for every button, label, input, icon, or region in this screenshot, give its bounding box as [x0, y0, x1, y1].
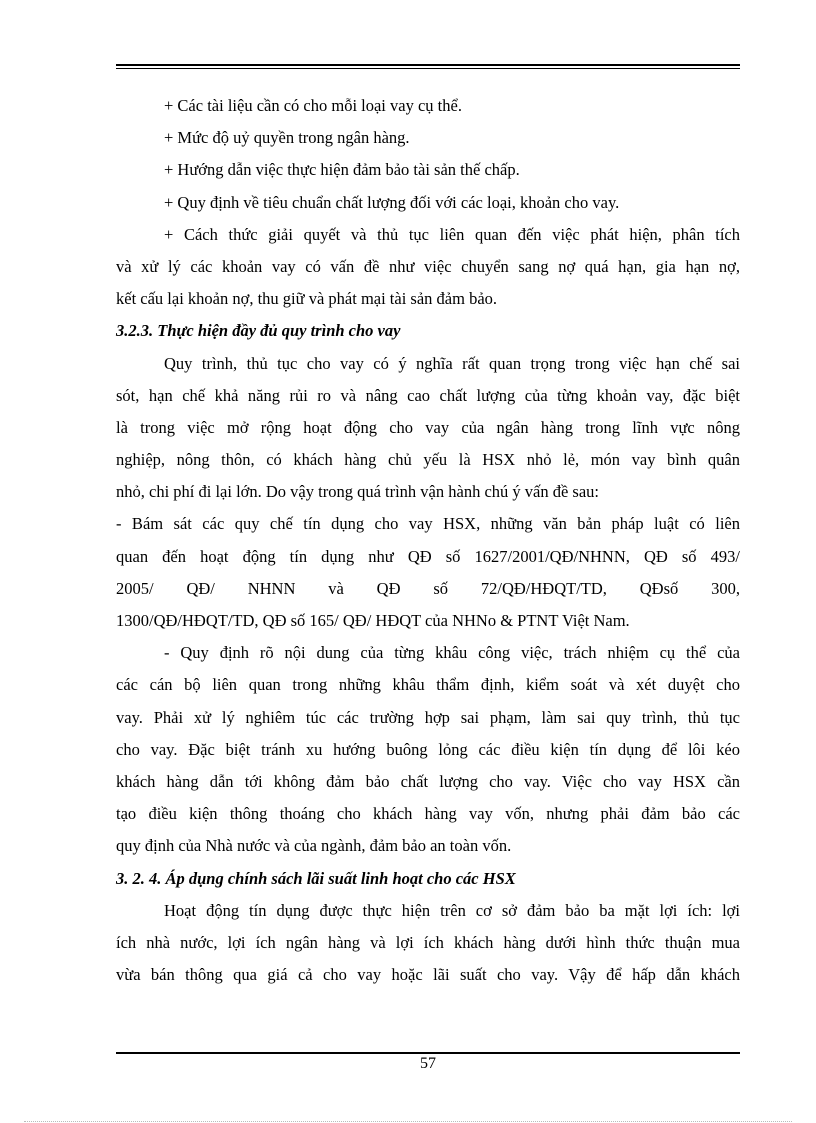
paragraph-line: các cán bộ liên quan trong những khâu thẩm định, kiểm soát và xét duyệt cho: [116, 675, 740, 695]
paragraph-line: 2005/ QĐ/ NHNN và QĐ số 72/QĐ/HĐQT/TD, QĐsố 300,: [116, 578, 740, 598]
paragraph-line: sót, hạn chế khả năng rủi ro và nâng cao chất lượng của từng khoản vay, đặc biệt: [116, 385, 740, 405]
paragraph-line: kết cấu lại khoản nợ, thu giữ và phát mại tài sản đảm bảo.: [116, 289, 498, 309]
paragraph-line: - Quy định rõ nội dung của từng khâu công việc, trách nhiệm cụ thể của: [164, 643, 740, 663]
paragraph-line: nghiệp, nông thôn, có khách hàng chủ yếu là HSX nhỏ lẻ, món vay bình quân: [116, 450, 740, 470]
paragraph-line: tạo điều kiện thông thoáng cho khách hàng vay vốn, nhưng phải đảm bảo các: [116, 804, 740, 824]
paragraph-line: ích nhà nước, lợi ích ngân hàng và lợi ích khách hàng dưới hình thức thuận mua: [116, 932, 740, 952]
paragraph-line: là trong việc mở rộng hoạt động cho vay của ngân hàng trong lĩnh vực nông: [116, 417, 740, 437]
paragraph-line: cho vay. Đặc biệt tránh xu hướng buông lỏng các điều kiện tín dụng để lôi kéo: [116, 739, 740, 759]
paragraph-line: và xử lý các khoản vay có vấn đề như việc chuyển sang nợ quá hạn, gia hạn nợ,: [116, 256, 740, 276]
paragraph-line: Quy trình, thủ tục cho vay có ý nghĩa rất quan trọng trong việc hạn chế sai: [164, 353, 740, 373]
paragraph-line: - Bám sát các quy chế tín dụng cho vay HSX, những văn bản pháp luật có liên: [116, 514, 740, 534]
paragraph-line: khách hàng dẫn tới không đảm bảo chất lượng cho vay. Việc cho vay HSX cần: [116, 771, 740, 791]
paragraph-line: + Cách thức giải quyết và thủ tục liên quan đến việc phát hiện, phân tích: [164, 224, 740, 244]
bullet-line: + Quy định về tiêu chuẩn chất lượng đối với các loại, khoản cho vay.: [164, 192, 620, 212]
section-heading: 3.2.3. Thực hiện đầy đủ quy trình cho vay: [116, 321, 401, 341]
header-rule-thin: [116, 68, 740, 69]
bullet-line: + Mức độ uỷ quyền trong ngân hàng.: [164, 128, 410, 148]
page-number: 57: [420, 1055, 436, 1072]
paragraph-line: 1300/QĐ/HĐQT/TD, QĐ số 165/ QĐ/ HĐQT của NHNo & PTNT Việt Nam.: [116, 611, 630, 630]
paragraph-line: quy định của Nhà nước và của ngành, đảm bảo an toàn vốn.: [116, 836, 512, 856]
header-rule: [116, 64, 740, 66]
document-body: [116, 90, 740, 991]
paragraph-line: Hoạt động tín dụng được thực hiện trên cơ sở đảm bảo ba mặt lợi ích: lợi: [164, 900, 740, 920]
section-heading: 3. 2. 4. Áp dụng chính sách lãi suất linh hoạt cho các HSX: [116, 868, 516, 888]
paragraph-line: nhỏ, chi phí đi lại lớn. Do vậy trong quá trình vận hành chú ý vấn đề sau:: [116, 482, 600, 502]
bullet-line: + Hướng dẫn việc thực hiện đảm bảo tài sản thế chấp.: [164, 160, 520, 180]
paragraph-line: quan đến hoạt động tín dụng như QĐ số 1627/2001/QĐ/NHNN, QĐ số 493/: [116, 546, 740, 566]
bullet-line: + Các tài liệu cần có cho mỗi loại vay cụ thể.: [164, 96, 462, 115]
paragraph-line: vừa bán thông qua giá cả cho vay hoặc lãi suất cho vay. Vậy để hấp dẫn khách: [116, 965, 740, 985]
paragraph-line: vay. Phải xử lý nghiêm túc các trường hợp sai phạm, làm sai quy trình, thủ tục: [116, 707, 740, 727]
page-edge-divider: [24, 1121, 792, 1122]
